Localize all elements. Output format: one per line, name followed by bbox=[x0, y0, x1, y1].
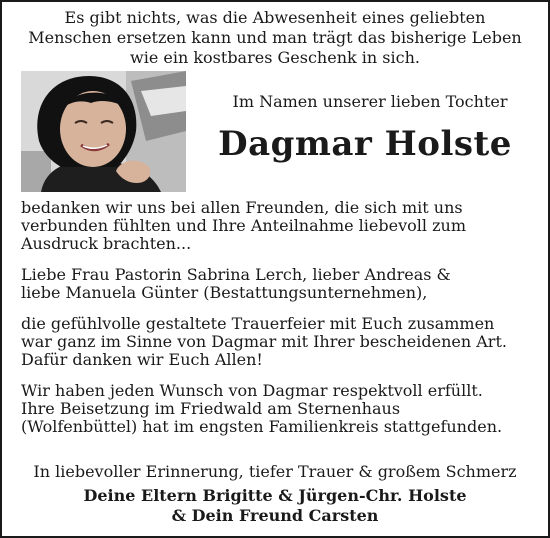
mention-line: Im Namen unserer lieben Tochter bbox=[232, 92, 508, 111]
text-line: Ausdruck brachten... bbox=[21, 234, 192, 253]
intro-line: Es gibt nichts, was die Abwesenheit eines geliebten bbox=[64, 8, 486, 27]
signatories bbox=[10, 486, 540, 526]
signer-line: Deine Eltern Brigitte & Jürgen-Chr. Holste bbox=[83, 486, 467, 505]
paragraph bbox=[21, 315, 536, 369]
text-line: die gefühlvolle gestaltete Trauerfeier mit Euch zusammen bbox=[21, 314, 495, 333]
intro-quote bbox=[10, 8, 540, 68]
intro-line: Menschen ersetzen kann und man trägt das bisherige Leben bbox=[28, 28, 522, 47]
closing-line: In liebevoller Erinnerung, tiefer Trauer & großem Schmerz bbox=[33, 462, 517, 481]
text-line: Dafür danken wir Euch Allen! bbox=[21, 350, 263, 369]
text-line: Wir haben jeden Wunsch von Dagmar respektvoll erfüllt. bbox=[21, 381, 483, 400]
portrait-illustration bbox=[21, 71, 186, 192]
text-line: liebe Manuela Günter (Bestattungsunternehmen), bbox=[21, 283, 428, 302]
text-line: Liebe Frau Pastorin Sabrina Lerch, lieber Andreas & bbox=[21, 265, 451, 284]
paragraph bbox=[21, 382, 536, 436]
signer-line: & Dein Freund Carsten bbox=[171, 506, 379, 525]
paragraph bbox=[21, 199, 536, 253]
thanks-text bbox=[21, 199, 536, 449]
deceased-name: Dagmar Holste bbox=[218, 124, 512, 164]
portrait-photo bbox=[21, 71, 186, 192]
text-line: Ihre Beisetzung im Friedwald am Sternenhaus bbox=[21, 399, 401, 418]
paragraph bbox=[21, 266, 536, 302]
text-line: war ganz im Sinne von Dagmar mit Ihrer bescheidenen Art. bbox=[21, 332, 507, 351]
text-line: (Wolfenbüttel) hat im engsten Familienkreis stattgefunden. bbox=[21, 417, 503, 436]
text-line: verbunden fühlten und Ihre Anteilnahme liebevoll zum bbox=[21, 216, 466, 235]
intro-line: wie ein kostbares Geschenk in sich. bbox=[130, 48, 420, 67]
text-line: bedanken wir uns bei allen Freunden, die sich mit uns bbox=[21, 198, 463, 217]
